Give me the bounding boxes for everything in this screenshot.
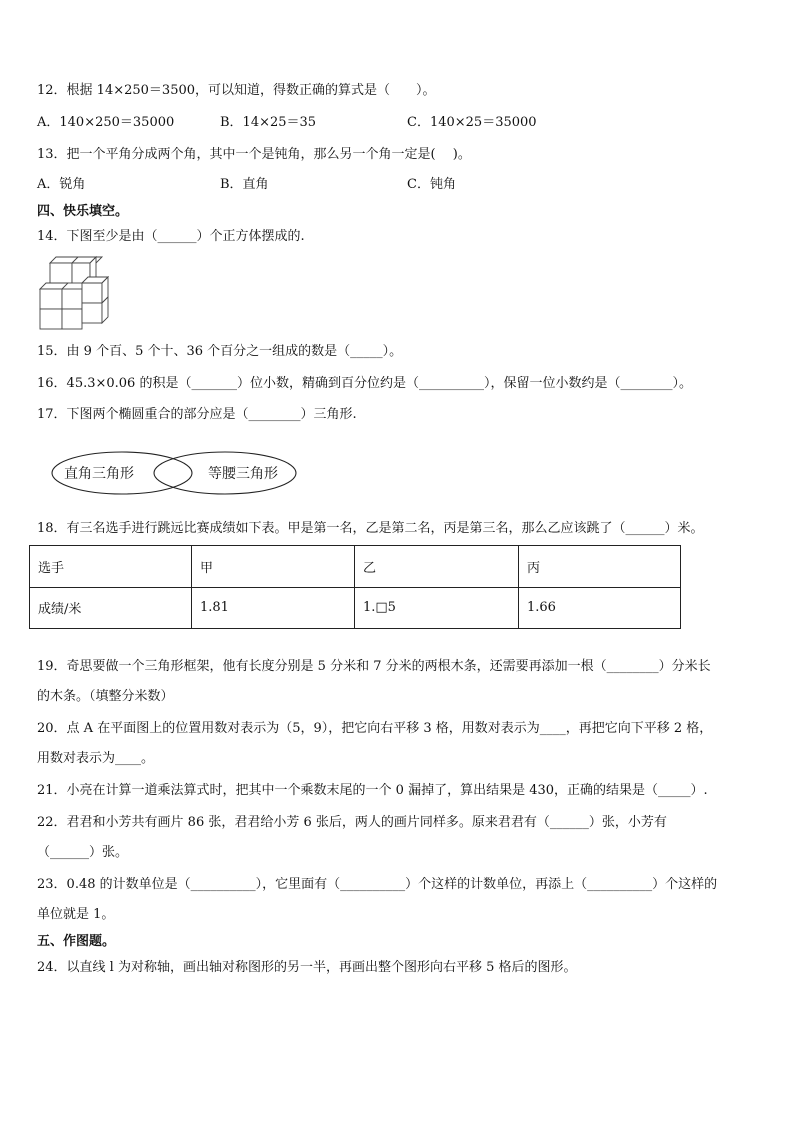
section-5-heading: 五、作图题。 <box>37 934 116 949</box>
question-23-line-1: 23．0.48 的计数单位是（__________），它里面有（__________）个这样的计数单位，再添上（__________）个这样的 <box>37 877 718 892</box>
table-row <box>30 546 681 588</box>
table-cell: 乙 <box>355 546 519 588</box>
question-19-line-1: 19．奇思要做一个三角形框架，他有长度分别是 5 分米和 7 分米的两根木条，还需要再添加一根（________）分米长 <box>37 659 711 674</box>
table-cell: 甲 <box>192 546 355 588</box>
question-21: 21．小亮在计算一道乘法算式时，把其中一个乘数末尾的一个 0 漏掉了，算出结果是 430，正确的结果是（_____）. <box>37 783 708 798</box>
q12-option-a: A．140×250＝35000 <box>37 115 175 130</box>
question-15: 15．由 9 个百、5 个十、36 个百分之一组成的数是（_____）。 <box>37 344 403 359</box>
table-cell: 1.□5 <box>355 587 519 629</box>
venn-left-label: 直角三角形 <box>64 466 134 482</box>
q12-option-c: C．140×25＝35000 <box>407 115 537 130</box>
question-18: 18．有三名选手进行跳远比赛成绩如下表。甲是第一名，乙是第二名，丙是第三名，那么乙应该跳了（______）米。 <box>37 521 704 536</box>
table-cell: 成绩/米 <box>30 587 192 629</box>
table-cell: 选手 <box>30 546 192 588</box>
results-table <box>29 545 681 629</box>
question-23-line-2: 单位就是 1。 <box>37 907 115 922</box>
table-cell: 丙 <box>519 546 681 588</box>
table-cell: 1.81 <box>192 587 355 629</box>
venn-right-label: 等腰三角形 <box>208 466 278 482</box>
question-20-line-2: 用数对表示为____。 <box>37 751 155 766</box>
q13-option-c: C．钝角 <box>407 177 456 192</box>
overlapping-ellipses-figure <box>50 449 302 497</box>
section-4-heading: 四、快乐填空。 <box>37 204 129 219</box>
question-12-stem: 12．根据 14×250＝3500，可以知道，得数正确的算式是（ ）。 <box>37 83 436 98</box>
question-19-line-2: 的木条。（填整分米数） <box>37 689 174 704</box>
question-20-line-1: 20．点 A 在平面图上的位置用数对表示为（5，9），把它向右平移 3 格，用数对表示为____，再把它向下平移 2 格， <box>37 721 713 736</box>
q13-option-b: B．直角 <box>220 177 269 192</box>
table-row <box>30 587 681 629</box>
question-14: 14．下图至少是由（______）个正方体摆成的. <box>37 229 305 244</box>
question-13-stem: 13．把一个平角分成两个角，其中一个是钝角，那么另一个角一定是( )。 <box>37 147 471 162</box>
question-24: 24．以直线 l 为对称轴，画出轴对称图形的另一半，再画出整个图形向右平移 5 格后的图形。 <box>37 960 577 975</box>
question-22-line-1: 22．君君和小芳共有画片 86 张，君君给小芳 6 张后，两人的画片同样多。原来君君有（______）张，小芳有 <box>37 815 667 830</box>
q12-option-b: B．14×25＝35 <box>220 115 317 130</box>
question-17: 17．下图两个椭圆重合的部分应是（________）三角形. <box>37 407 357 422</box>
table-cell: 1.66 <box>519 587 681 629</box>
question-16: 16．45.3×0.06 的积是（_______）位小数，精确到百分位约是（__________），保留一位小数约是（________）。 <box>37 376 692 391</box>
stacked-cubes-figure <box>38 255 120 331</box>
q13-option-a: A．锐角 <box>37 177 86 192</box>
question-22-line-2: （______）张。 <box>37 845 129 860</box>
